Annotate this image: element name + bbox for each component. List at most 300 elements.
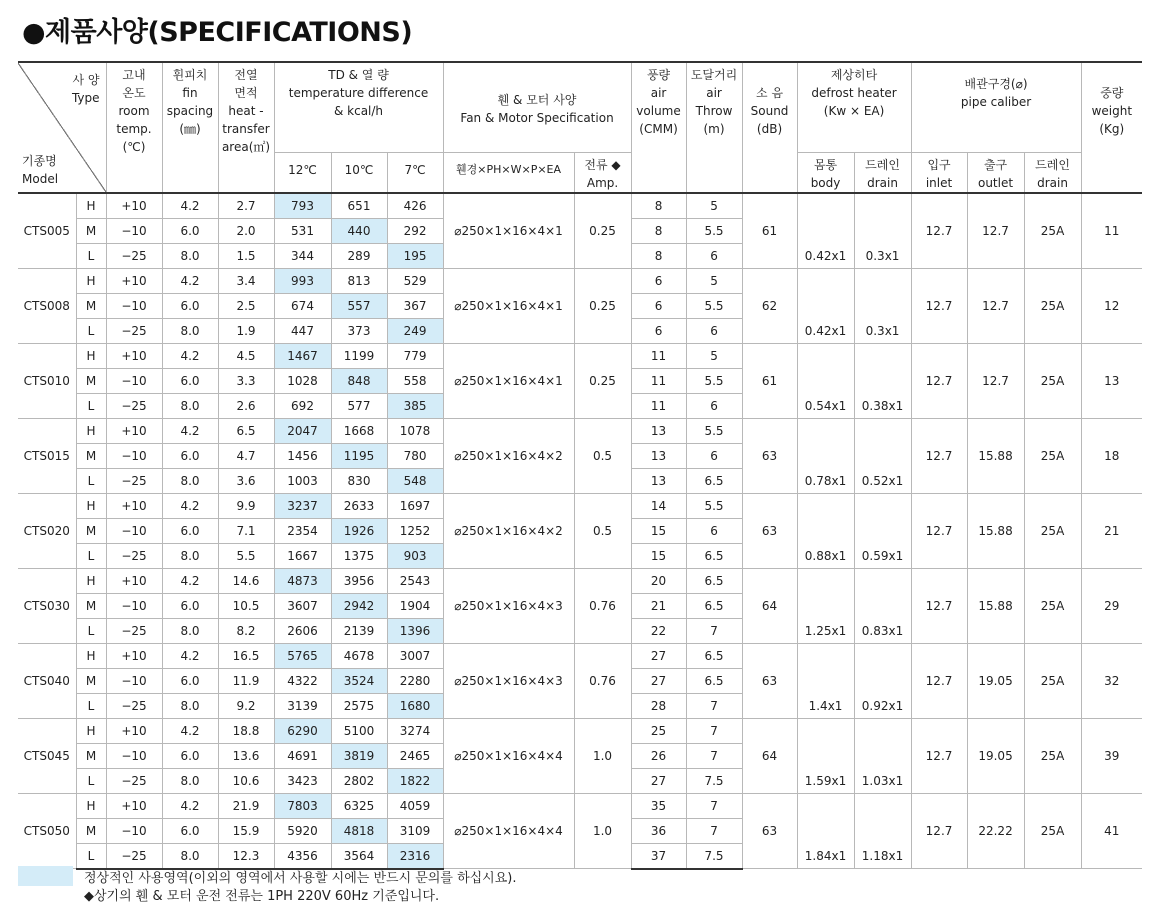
td-7-header: 7℃ [387, 152, 443, 193]
grade-cell: L [76, 768, 106, 793]
fan-spec-cell: ⌀250×1×16×4×2 [443, 493, 574, 568]
td-value-cell: 3007 [387, 643, 443, 668]
air-throw-cell: 6.5 [686, 593, 742, 618]
pipe-drain-cell: 25A [1024, 418, 1081, 493]
weight-cell: 39 [1081, 718, 1142, 793]
grade-cell: H [76, 643, 106, 668]
table-row [18, 418, 1142, 443]
heater-drain-cell: 0.3x1 [854, 268, 911, 343]
room-temp-cell: −25 [106, 543, 162, 568]
weight-cell: 13 [1081, 343, 1142, 418]
fin-spacing-cell: 4.2 [162, 418, 218, 443]
air-volume-cell: 8 [631, 218, 686, 243]
room-temp-cell: −25 [106, 768, 162, 793]
td-value-cell: 993 [274, 268, 331, 293]
heat-area-cell: 10.5 [218, 593, 274, 618]
heater-body-cell: 1.4x1 [797, 643, 854, 718]
heat-area-cell: 9.2 [218, 693, 274, 718]
fan-spec-cell: ⌀250×1×16×4×1 [443, 193, 574, 269]
air-throw-cell: 6 [686, 393, 742, 418]
pipe-inlet-cell: 12.7 [911, 343, 967, 418]
td-value-cell: 367 [387, 293, 443, 318]
fan-spec-cell: ⌀250×1×16×4×3 [443, 568, 574, 643]
td-value-cell: 1822 [387, 768, 443, 793]
air-throw-cell: 7 [686, 693, 742, 718]
td-value-cell: 577 [331, 393, 387, 418]
model-name-cell: CTS005 [18, 193, 76, 269]
air-volume-cell: 21 [631, 593, 686, 618]
air-volume-cell: 11 [631, 343, 686, 368]
air-volume-cell: 15 [631, 518, 686, 543]
model-name-cell: CTS050 [18, 793, 76, 869]
fin-spacing-cell: 8.0 [162, 393, 218, 418]
heat-area-cell: 5.5 [218, 543, 274, 568]
air-throw-cell: 6 [686, 443, 742, 468]
fin-spacing-cell: 4.2 [162, 793, 218, 818]
td-value-cell: 2633 [331, 493, 387, 518]
air-throw-cell: 5 [686, 343, 742, 368]
model-name-cell: CTS030 [18, 568, 76, 643]
td-value-cell: 249 [387, 318, 443, 343]
weight-cell: 32 [1081, 643, 1142, 718]
fin-spacing-cell: 4.2 [162, 643, 218, 668]
heat-area-cell: 9.9 [218, 493, 274, 518]
amp-cell: 0.25 [574, 193, 631, 269]
pipe-drain-cell: 25A [1024, 718, 1081, 793]
grade-cell: M [76, 518, 106, 543]
air-throw-cell: 6.5 [686, 568, 742, 593]
amp-cell: 0.76 [574, 568, 631, 643]
pipe-outlet-cell: 12.7 [967, 343, 1024, 418]
room-temp-cell: −10 [106, 818, 162, 843]
td-value-cell: 558 [387, 368, 443, 393]
heater-body-cell: 0.42x1 [797, 268, 854, 343]
model-name-cell: CTS040 [18, 643, 76, 718]
grade-cell: H [76, 568, 106, 593]
spec-body [18, 193, 1142, 869]
pipe-outlet-cell: 15.88 [967, 493, 1024, 568]
room-temp-cell: −10 [106, 593, 162, 618]
weight-cell: 29 [1081, 568, 1142, 643]
heater-drain-cell: 0.3x1 [854, 193, 911, 269]
grade-cell: L [76, 393, 106, 418]
grade-cell: L [76, 618, 106, 643]
sound-cell: 61 [742, 343, 797, 418]
sound-cell: 63 [742, 418, 797, 493]
heater-body-cell: 0.54x1 [797, 343, 854, 418]
legend-note: 정상적인 사용영역(이외의 영역에서 사용할 시에는 반드시 문의를 하십시요). [84, 871, 517, 886]
air-volume-cell: 11 [631, 368, 686, 393]
fin-spacing-cell: 6.0 [162, 818, 218, 843]
td-header: TD & 열 량 temperature difference & kcal/h [274, 62, 443, 152]
td-value-cell: 292 [387, 218, 443, 243]
td-value-cell: 3139 [274, 693, 331, 718]
td-value-cell: 1199 [331, 343, 387, 368]
td-value-cell: 5100 [331, 718, 387, 743]
amp-cell: 0.76 [574, 643, 631, 718]
pipe-inlet-header: 입구 inlet [911, 152, 967, 193]
td-value-cell: 440 [331, 218, 387, 243]
room-temp-cell: −10 [106, 443, 162, 468]
air-throw-cell: 5 [686, 268, 742, 293]
grade-cell: L [76, 693, 106, 718]
td-value-cell: 4873 [274, 568, 331, 593]
fin-spacing-header: 휜피치 fin spacing (㎜) [162, 62, 218, 193]
td-value-cell: 2316 [387, 843, 443, 869]
page-title: ●제품사양(SPECIFICATIONS) [22, 17, 413, 48]
heat-area-cell: 3.6 [218, 468, 274, 493]
td-value-cell: 1078 [387, 418, 443, 443]
td-value-cell: 3819 [331, 743, 387, 768]
td-value-cell: 426 [387, 193, 443, 219]
heater-body-header: 몸통 body [797, 152, 854, 193]
heat-area-cell: 13.6 [218, 743, 274, 768]
td-value-cell: 195 [387, 243, 443, 268]
heat-area-cell: 3.4 [218, 268, 274, 293]
td-value-cell: 2047 [274, 418, 331, 443]
air-throw-header: 도달거리 air Throw (m) [686, 62, 742, 193]
table-row [18, 718, 1142, 743]
table-row [18, 268, 1142, 293]
weight-cell: 41 [1081, 793, 1142, 869]
heater-drain-cell: 0.59x1 [854, 493, 911, 568]
table-row [18, 493, 1142, 518]
heat-area-header: 전열 면적 heat - transfer area(㎡) [218, 62, 274, 193]
heater-drain-cell: 1.03x1 [854, 718, 911, 793]
pipe-drain-header: 드레인 drain [1024, 152, 1081, 193]
air-throw-cell: 7 [686, 618, 742, 643]
air-throw-cell: 5.5 [686, 218, 742, 243]
heater-drain-cell: 0.52x1 [854, 418, 911, 493]
grade-cell: L [76, 843, 106, 869]
grade-cell: M [76, 743, 106, 768]
room-temp-cell: −25 [106, 618, 162, 643]
td-value-cell: 903 [387, 543, 443, 568]
pipe-inlet-cell: 12.7 [911, 193, 967, 269]
td-value-cell: 4356 [274, 843, 331, 869]
grade-cell: H [76, 193, 106, 219]
fin-spacing-cell: 6.0 [162, 443, 218, 468]
air-volume-cell: 37 [631, 843, 686, 869]
fan-spec-cell: ⌀250×1×16×4×1 [443, 268, 574, 343]
td-value-cell: 1467 [274, 343, 331, 368]
fan-spec-cell: ⌀250×1×16×4×1 [443, 343, 574, 418]
heater-body-cell: 1.59x1 [797, 718, 854, 793]
fin-spacing-cell: 8.0 [162, 693, 218, 718]
heater-drain-cell: 1.18x1 [854, 793, 911, 869]
room-temp-cell: −25 [106, 468, 162, 493]
td-value-cell: 344 [274, 243, 331, 268]
grade-cell: L [76, 243, 106, 268]
air-volume-cell: 6 [631, 268, 686, 293]
air-volume-header: 풍량 air volume (CMM) [631, 62, 686, 193]
pipe-drain-cell: 25A [1024, 793, 1081, 869]
td-value-cell: 692 [274, 393, 331, 418]
td-value-cell: 3564 [331, 843, 387, 869]
amp-header: 전류 ◆ Amp. [574, 152, 631, 193]
model-name-cell: CTS010 [18, 343, 76, 418]
amp-note: ◆상기의 휀 & 모터 운전 전류는 1PH 220V 60Hz 기준입니다. [84, 889, 440, 904]
air-volume-cell: 28 [631, 693, 686, 718]
heat-area-cell: 6.5 [218, 418, 274, 443]
sound-cell: 61 [742, 193, 797, 269]
room-temp-cell: +10 [106, 643, 162, 668]
td-value-cell: 4818 [331, 818, 387, 843]
td-value-cell: 2575 [331, 693, 387, 718]
air-volume-cell: 20 [631, 568, 686, 593]
heat-area-cell: 10.6 [218, 768, 274, 793]
heat-area-cell: 2.7 [218, 193, 274, 219]
fin-spacing-cell: 4.2 [162, 493, 218, 518]
td-value-cell: 813 [331, 268, 387, 293]
td-value-cell: 2280 [387, 668, 443, 693]
air-volume-cell: 35 [631, 793, 686, 818]
room-temp-cell: +10 [106, 343, 162, 368]
td-value-cell: 1396 [387, 618, 443, 643]
td-value-cell: 674 [274, 293, 331, 318]
grade-cell: M [76, 818, 106, 843]
heat-area-cell: 4.7 [218, 443, 274, 468]
fin-spacing-cell: 8.0 [162, 768, 218, 793]
weight-cell: 12 [1081, 268, 1142, 343]
heat-area-cell: 2.5 [218, 293, 274, 318]
sound-cell: 64 [742, 718, 797, 793]
air-throw-cell: 6.5 [686, 468, 742, 493]
heater-body-cell: 1.84x1 [797, 793, 854, 869]
air-volume-cell: 6 [631, 318, 686, 343]
td-value-cell: 3524 [331, 668, 387, 693]
heater-drain-cell: 0.83x1 [854, 568, 911, 643]
fin-spacing-cell: 6.0 [162, 368, 218, 393]
room-temp-cell: −25 [106, 693, 162, 718]
table-row [18, 193, 1142, 219]
pipe-outlet-cell: 15.88 [967, 418, 1024, 493]
pipe-outlet-cell: 12.7 [967, 268, 1024, 343]
fan-motor-header: 휀 & 모터 사양 Fan & Motor Specification [443, 62, 631, 152]
pipe-outlet-header: 출구 outlet [967, 152, 1024, 193]
td-value-cell: 3607 [274, 593, 331, 618]
room-temp-cell: +10 [106, 193, 162, 219]
grade-cell: L [76, 468, 106, 493]
heater-body-cell: 0.42x1 [797, 193, 854, 269]
td-value-cell: 289 [331, 243, 387, 268]
td-value-cell: 1697 [387, 493, 443, 518]
fan-spec-subheader: 휀경×PH×W×P×EA [443, 152, 574, 193]
td-value-cell: 779 [387, 343, 443, 368]
sound-cell: 64 [742, 568, 797, 643]
grade-cell: M [76, 443, 106, 468]
td-value-cell: 1195 [331, 443, 387, 468]
air-volume-cell: 13 [631, 443, 686, 468]
amp-cell: 0.5 [574, 493, 631, 568]
td-value-cell: 531 [274, 218, 331, 243]
td-value-cell: 4059 [387, 793, 443, 818]
fin-spacing-cell: 6.0 [162, 743, 218, 768]
heat-area-cell: 16.5 [218, 643, 274, 668]
td-value-cell: 3274 [387, 718, 443, 743]
pipe-inlet-cell: 12.7 [911, 418, 967, 493]
td-value-cell: 2354 [274, 518, 331, 543]
amp-cell: 1.0 [574, 793, 631, 869]
td-10-header: 10℃ [331, 152, 387, 193]
grade-cell: H [76, 793, 106, 818]
air-volume-cell: 26 [631, 743, 686, 768]
pipe-drain-cell: 25A [1024, 268, 1081, 343]
grade-cell: M [76, 293, 106, 318]
amp-cell: 0.25 [574, 343, 631, 418]
air-throw-cell: 6 [686, 318, 742, 343]
room-temp-cell: +10 [106, 718, 162, 743]
room-temp-cell: −10 [106, 218, 162, 243]
model-name-cell: CTS020 [18, 493, 76, 568]
air-volume-cell: 27 [631, 768, 686, 793]
pipe-outlet-cell: 19.05 [967, 643, 1024, 718]
air-throw-cell: 7.5 [686, 843, 742, 869]
grade-cell: H [76, 343, 106, 368]
fin-spacing-cell: 4.2 [162, 718, 218, 743]
td-value-cell: 2606 [274, 618, 331, 643]
table-row [18, 793, 1142, 818]
amp-cell: 0.25 [574, 268, 631, 343]
td-value-cell: 7803 [274, 793, 331, 818]
td-value-cell: 780 [387, 443, 443, 468]
heat-area-cell: 3.3 [218, 368, 274, 393]
fin-spacing-cell: 8.0 [162, 243, 218, 268]
amp-cell: 1.0 [574, 718, 631, 793]
air-throw-cell: 5.5 [686, 493, 742, 518]
sound-header: 소 음 Sound (dB) [742, 62, 797, 193]
td-value-cell: 1667 [274, 543, 331, 568]
heat-area-cell: 12.3 [218, 843, 274, 869]
td-value-cell: 3237 [274, 493, 331, 518]
grade-cell: H [76, 268, 106, 293]
heater-body-cell: 0.88x1 [797, 493, 854, 568]
air-throw-cell: 7 [686, 743, 742, 768]
room-temp-cell: −25 [106, 243, 162, 268]
sound-cell: 63 [742, 643, 797, 718]
room-temp-cell: +10 [106, 418, 162, 443]
pipe-drain-cell: 25A [1024, 643, 1081, 718]
td-value-cell: 557 [331, 293, 387, 318]
heat-area-cell: 7.1 [218, 518, 274, 543]
fan-spec-cell: ⌀250×1×16×4×3 [443, 643, 574, 718]
td-value-cell: 447 [274, 318, 331, 343]
pipe-outlet-cell: 12.7 [967, 193, 1024, 269]
heater-body-cell: 0.78x1 [797, 418, 854, 493]
air-throw-cell: 7 [686, 793, 742, 818]
pipe-drain-cell: 25A [1024, 343, 1081, 418]
heater-drain-cell: 0.38x1 [854, 343, 911, 418]
fin-spacing-cell: 6.0 [162, 668, 218, 693]
heat-area-cell: 11.9 [218, 668, 274, 693]
td-value-cell: 4322 [274, 668, 331, 693]
weight-cell: 18 [1081, 418, 1142, 493]
fan-spec-cell: ⌀250×1×16×4×4 [443, 718, 574, 793]
pipe-outlet-cell: 15.88 [967, 568, 1024, 643]
heat-area-cell: 1.9 [218, 318, 274, 343]
air-volume-cell: 22 [631, 618, 686, 643]
room-temp-header: 고내 온도 room temp. (℃) [106, 62, 162, 193]
fin-spacing-cell: 4.2 [162, 568, 218, 593]
td-value-cell: 3109 [387, 818, 443, 843]
air-throw-cell: 5 [686, 193, 742, 219]
heat-area-cell: 15.9 [218, 818, 274, 843]
fin-spacing-cell: 6.0 [162, 218, 218, 243]
sound-cell: 63 [742, 493, 797, 568]
grade-cell: H [76, 493, 106, 518]
air-volume-cell: 27 [631, 643, 686, 668]
heat-area-cell: 18.8 [218, 718, 274, 743]
sound-cell: 63 [742, 793, 797, 869]
td-value-cell: 3956 [331, 568, 387, 593]
td-value-cell: 1028 [274, 368, 331, 393]
heat-area-cell: 14.6 [218, 568, 274, 593]
heat-area-cell: 21.9 [218, 793, 274, 818]
td-value-cell: 6290 [274, 718, 331, 743]
td-value-cell: 793 [274, 193, 331, 219]
td-value-cell: 2139 [331, 618, 387, 643]
fin-spacing-cell: 4.2 [162, 193, 218, 219]
heater-drain-header: 드레인 drain [854, 152, 911, 193]
td-value-cell: 1668 [331, 418, 387, 443]
grade-cell: H [76, 718, 106, 743]
room-temp-cell: +10 [106, 268, 162, 293]
model-name-cell: CTS045 [18, 718, 76, 793]
air-volume-cell: 13 [631, 418, 686, 443]
fin-spacing-cell: 8.0 [162, 468, 218, 493]
heat-area-cell: 2.0 [218, 218, 274, 243]
td-value-cell: 2942 [331, 593, 387, 618]
air-volume-cell: 15 [631, 543, 686, 568]
air-throw-cell: 6 [686, 243, 742, 268]
grade-cell: L [76, 318, 106, 343]
td-value-cell: 385 [387, 393, 443, 418]
pipe-outlet-cell: 19.05 [967, 718, 1024, 793]
td-value-cell: 529 [387, 268, 443, 293]
td-value-cell: 548 [387, 468, 443, 493]
fin-spacing-cell: 4.2 [162, 343, 218, 368]
fin-spacing-cell: 6.0 [162, 593, 218, 618]
grade-cell: H [76, 418, 106, 443]
pipe-drain-cell: 25A [1024, 193, 1081, 269]
td-value-cell: 2543 [387, 568, 443, 593]
pipe-outlet-cell: 22.22 [967, 793, 1024, 869]
pipe-inlet-cell: 12.7 [911, 793, 967, 869]
room-temp-cell: −10 [106, 368, 162, 393]
td-12-header: 12℃ [274, 152, 331, 193]
air-throw-cell: 5.5 [686, 293, 742, 318]
grade-cell: M [76, 668, 106, 693]
pipe-drain-cell: 25A [1024, 493, 1081, 568]
grade-cell: L [76, 543, 106, 568]
td-value-cell: 1926 [331, 518, 387, 543]
grade-cell: M [76, 368, 106, 393]
weight-header: 중량 weight (Kg) [1081, 62, 1142, 193]
grade-cell: M [76, 218, 106, 243]
fan-spec-cell: ⌀250×1×16×4×4 [443, 793, 574, 869]
air-volume-cell: 36 [631, 818, 686, 843]
air-throw-cell: 6 [686, 518, 742, 543]
room-temp-cell: −10 [106, 743, 162, 768]
table-row [18, 643, 1142, 668]
fin-spacing-cell: 8.0 [162, 843, 218, 869]
td-value-cell: 2802 [331, 768, 387, 793]
heater-body-cell: 1.25x1 [797, 568, 854, 643]
room-temp-cell: −25 [106, 393, 162, 418]
td-value-cell: 830 [331, 468, 387, 493]
room-temp-cell: +10 [106, 568, 162, 593]
amp-cell: 0.5 [574, 418, 631, 493]
